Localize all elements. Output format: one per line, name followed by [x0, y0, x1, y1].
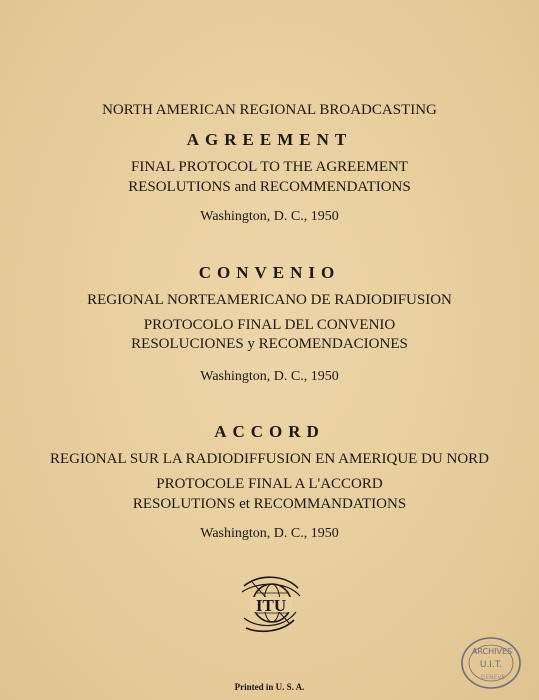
french-title-word: ACCORD — [214, 422, 325, 441]
stamp-line-1: ARCHIVES — [471, 647, 513, 656]
spanish-title-line: REGIONAL NORTEAMERICANO DE RADIODIFUSION — [87, 292, 452, 308]
spanish-place-date: Washington, D. C., 1950 — [200, 369, 339, 384]
english-subtitle-line-1: FINAL PROTOCOL TO THE AGREEMENT — [131, 159, 408, 175]
itu-emblem-icon — [238, 572, 302, 638]
french-title-line: REGIONAL SUR LA RADIODIFFUSION EN AMERIQUE DU NORD — [49, 451, 490, 467]
stamp-line-3: GENEVE — [480, 674, 506, 681]
spanish-subtitle-line-1: PROTOCOLO FINAL DEL CONVENIO — [143, 317, 396, 333]
english-title-line: NORTH AMERICAN REGIONAL BROADCASTING — [102, 102, 437, 118]
english-place-date: Washington, D. C., 1950 — [200, 209, 339, 224]
spanish-subtitle-line-2: RESOLUCIONES y RECOMENDACIONES — [131, 336, 408, 352]
printed-footer: Printed in U. S. A. — [234, 682, 305, 692]
french-subtitle-line-2: RESOLUTIONS et RECOMMANDATIONS — [132, 496, 407, 512]
french-place-date: Washington, D. C., 1950 — [200, 526, 339, 541]
archives-stamp-icon — [459, 634, 523, 692]
stamp-line-2: U.I.T. — [479, 660, 503, 670]
english-title-word: AGREEMENT — [186, 130, 353, 149]
itu-logo-text: ITU — [255, 596, 287, 615]
spanish-title-word: CONVENIO — [198, 263, 341, 282]
french-subtitle-line-1: PROTOCOLE FINAL A L'ACCORD — [156, 476, 383, 492]
english-subtitle-line-2: RESOLUTIONS and RECOMMENDATIONS — [128, 179, 411, 195]
